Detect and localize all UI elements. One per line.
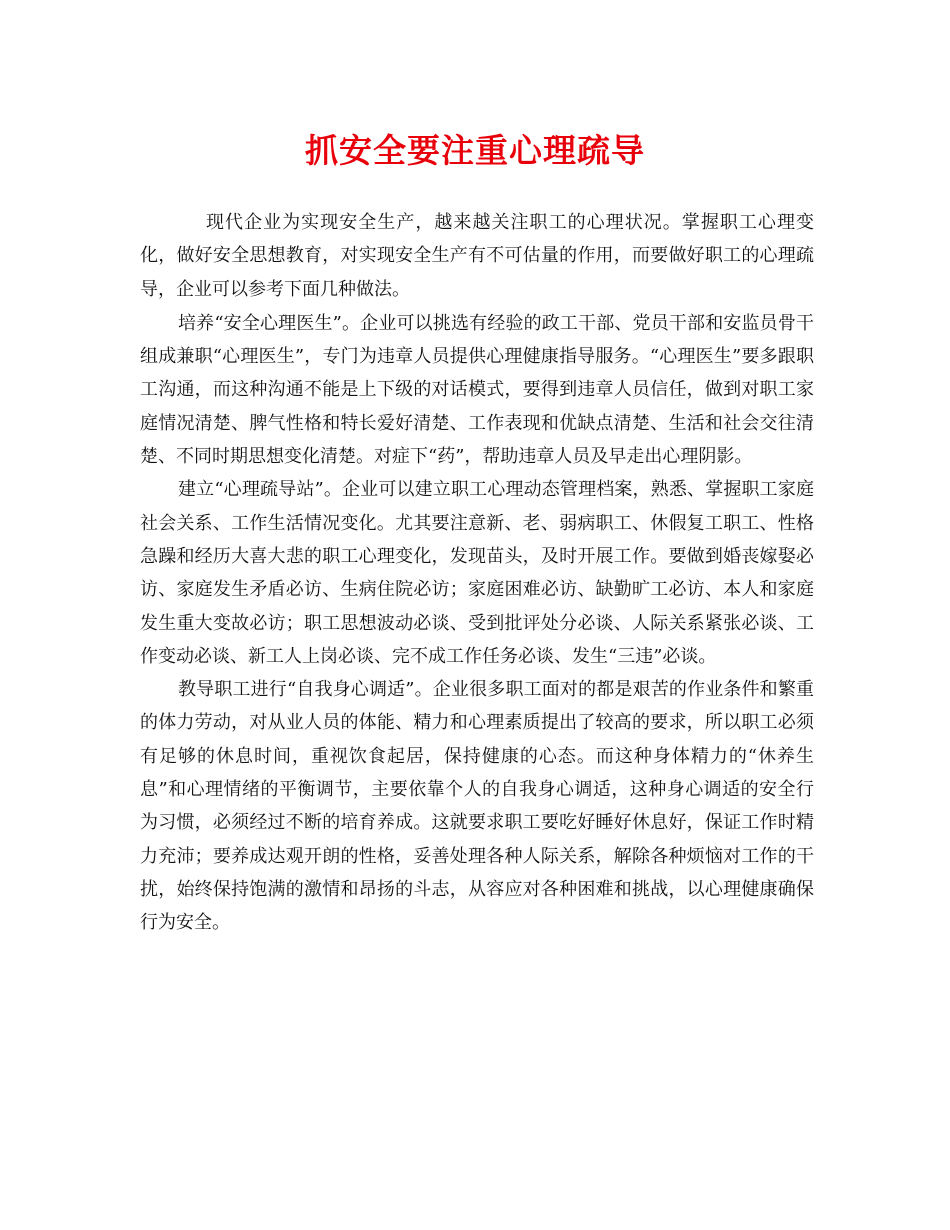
paragraph-counseling-station: 建立“心理疏导站”。企业可以建立职工心理动态管理档案，熟悉、掌握职工家庭社会关系、工作生活情况变化。尤其要注意新、老、弱病职工、休假复工职工、性格急躁和经历大喜大悲的职工心理变化，发现苗头，及时开展工作。要做到婚丧嫁娶必访、家庭发生矛盾必访、生病住院必访；家庭困难必访、缺勤旷工必访、本人和家庭发生重大变故必访；职工思想波动必谈、受到批评处分必谈、人际关系紧张必谈、工作变动必谈、新工人上岗必谈、完不成工作任务必谈、发生“三违”必谈。 [140, 479, 814, 667]
paragraph-intro: 现代企业为实现安全生产，越来越关注职工的心理状况。掌握职工心理变化，做好安全思想教育，对实现安全生产有不可估量的作用，而要做好职工的心理疏导，企业可以参考下面几种做法。 [140, 212, 814, 300]
document-body [140, 206, 814, 940]
paragraph-self-adjustment: 教导职工进行“自我身心调适”。企业很多职工面对的都是艰苦的作业条件和繁重的体力劳动，对从业人员的体能、精力和心理素质提出了较高的要求，所以职工必须有足够的休息时间，重视饮食起居，保持健康的心态。而这种身体精力的“休养生息”和心理情绪的平衡调节，主要依靠个人的自我身心调适，这种身心调适的安全行为习惯，必须经过不断的培育养成。这就要求职工要吃好睡好休息好，保证工作时精力充沛；要养成达观开朗的性格，妥善处理各种人际关系，解除各种烦恼对工作的干扰，始终保持饱满的激情和昂扬的斗志，从容应对各种困难和挑战，以心理健康确保行为安全。 [140, 679, 814, 934]
paragraph-safety-psych-doctor: 培养“安全心理医生”。企业可以挑选有经验的政工干部、党员干部和安监员骨干组成兼职“心理医生”，专门为违章人员提供心理健康指导服务。“心理医生”要多跟职工沟通，而这种沟通不能是上下级的对话模式，要得到违章人员信任，做到对职工家庭情况清楚、脾气性格和特长爱好清楚、工作表现和优缺点清楚、生活和社会交往清楚、不同时期思想变化清楚。对症下“药”，帮助违章人员及早走出心理阴影。 [140, 312, 814, 468]
document-title: 抓安全要注重心理疏导 [305, 131, 645, 170]
